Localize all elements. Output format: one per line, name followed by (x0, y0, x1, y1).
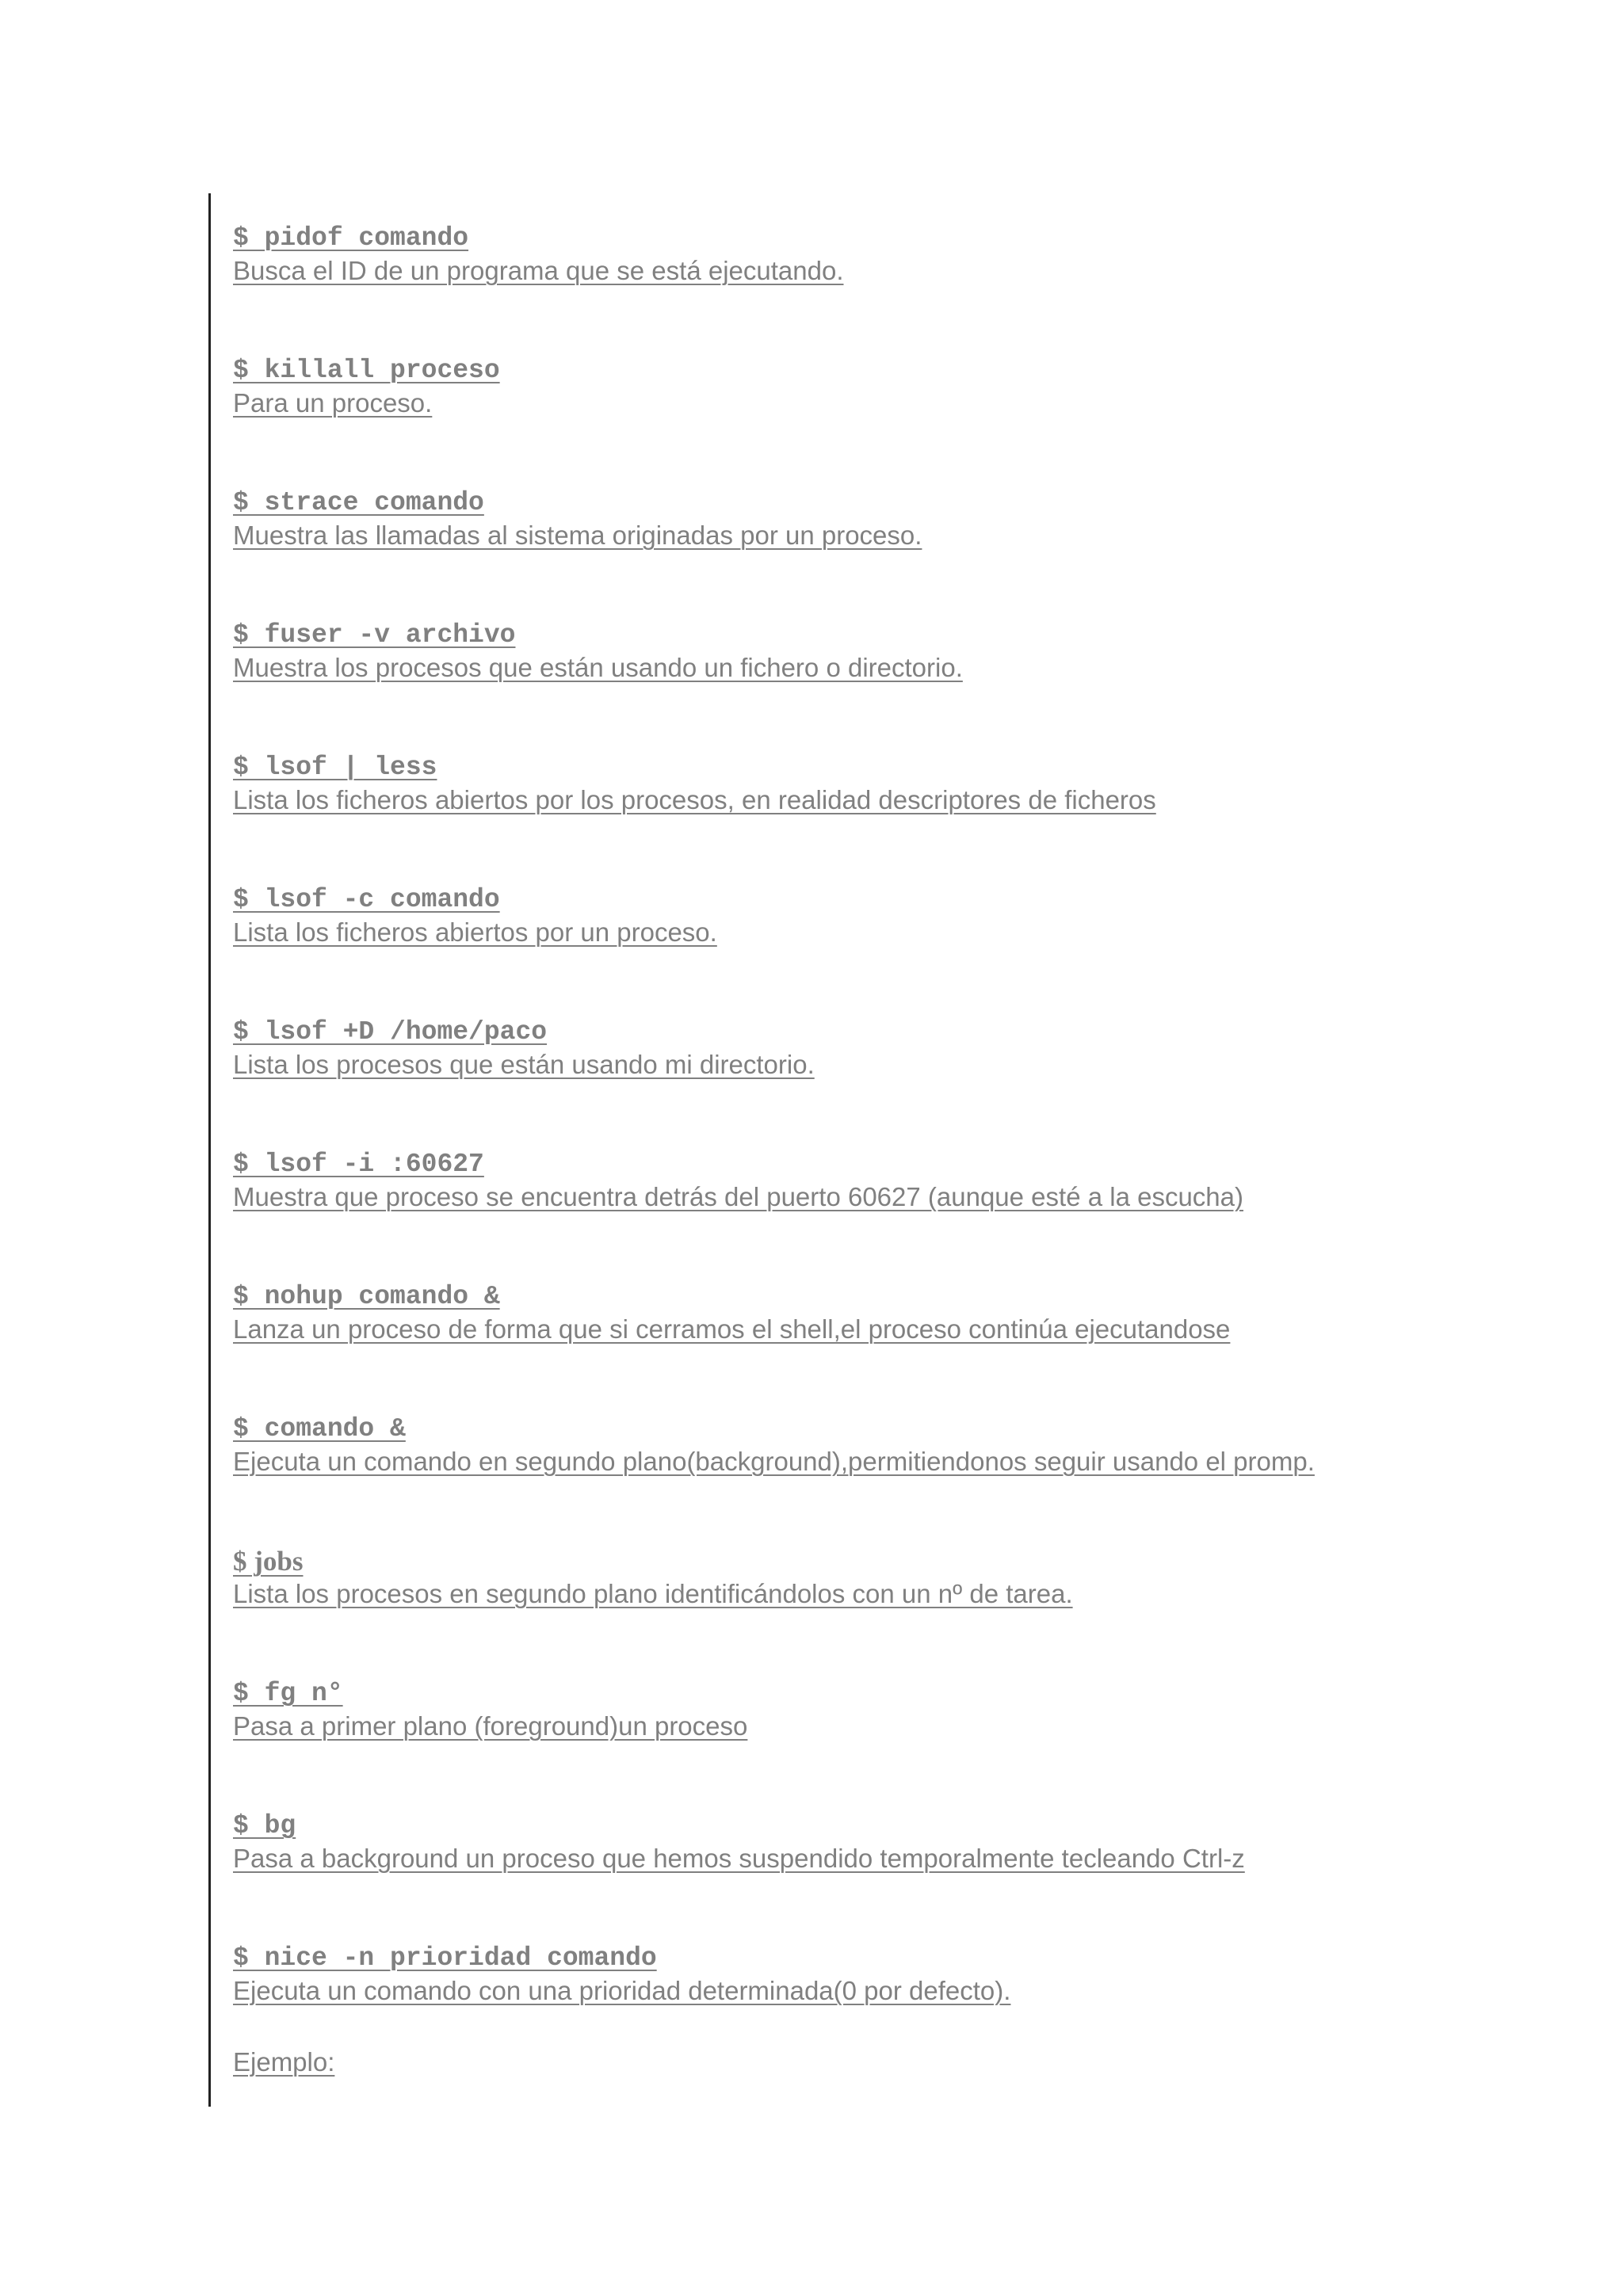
command-description: Para un proceso. (233, 388, 433, 418)
list-item (233, 884, 1580, 1016)
command-list (233, 223, 1580, 2079)
command-description: Muestra los procesos que están usando un fichero o directorio. (233, 653, 963, 682)
list-item (233, 487, 1580, 620)
command-description: Lista los ficheros abiertos por los procesos, en realidad descriptores de ficheros (233, 785, 1156, 814)
command-text: $ lsof -i :60627 (233, 1150, 484, 1179)
list-item (233, 1810, 1580, 1943)
list-item (233, 223, 1580, 355)
command-description: Lista los procesos en segundo plano identificándolos con un nº de tarea. (233, 1579, 1073, 1608)
command-text: $ killall proceso (233, 356, 500, 385)
command-description: Muestra que proceso se encuentra detrás del puerto 60627 (aunque esté a la escucha) (233, 1182, 1243, 1211)
list-item (233, 355, 1580, 487)
list-item (233, 620, 1580, 752)
command-text: $ lsof +D /home/paco (233, 1017, 548, 1047)
command-text: $ bg (233, 1811, 296, 1840)
list-item (233, 1943, 1580, 2079)
command-text: $ lsof | less (233, 753, 437, 782)
list-item (233, 1149, 1580, 1281)
command-text: $ fuser -v archivo (233, 620, 516, 650)
command-text: $ pidof comando (233, 223, 469, 253)
command-description: Pasa a primer plano (foreground)un proceso (233, 1711, 748, 1741)
command-description: Lista los ficheros abiertos por un proceso. (233, 917, 717, 947)
list-item (233, 752, 1580, 884)
list-item (233, 1016, 1580, 1149)
command-description: Busca el ID de un programa que se está ejecutando. (233, 256, 844, 285)
command-text: $ fg n° (233, 1679, 343, 1708)
command-text: $ comando & (233, 1414, 406, 1444)
list-item (233, 1678, 1580, 1810)
command-description: Ejecuta un comando con una prioridad determinada(0 por defecto). (233, 1976, 1011, 2005)
revision-bar (208, 193, 211, 2107)
command-text: $ strace comando (233, 488, 484, 517)
list-item (233, 1281, 1580, 1413)
command-description: Ejecuta un comando en segundo plano(background),permitiendonos seguir usando el promp. (233, 1447, 1315, 1476)
list-item (233, 1546, 1580, 1678)
command-text: $ jobs (233, 1546, 304, 1577)
command-description: Pasa a background un proceso que hemos suspendido temporalmente tecleando Ctrl-z (233, 1844, 1245, 1873)
command-text: $ nohup comando & (233, 1282, 500, 1311)
command-text: $ nice -n prioridad comando (233, 1943, 657, 1973)
command-description: Lista los procesos que están usando mi directorio. (233, 1050, 815, 1079)
command-description: Muestra las llamadas al sistema originadas por un proceso. (233, 521, 922, 550)
command-text: $ lsof -c comando (233, 885, 500, 914)
example-label: Ejemplo: (233, 2047, 335, 2077)
list-item (233, 1413, 1580, 1546)
command-description: Lanza un proceso de forma que si cerramos el shell,el proceso continúa ejecutandose (233, 1314, 1231, 1344)
